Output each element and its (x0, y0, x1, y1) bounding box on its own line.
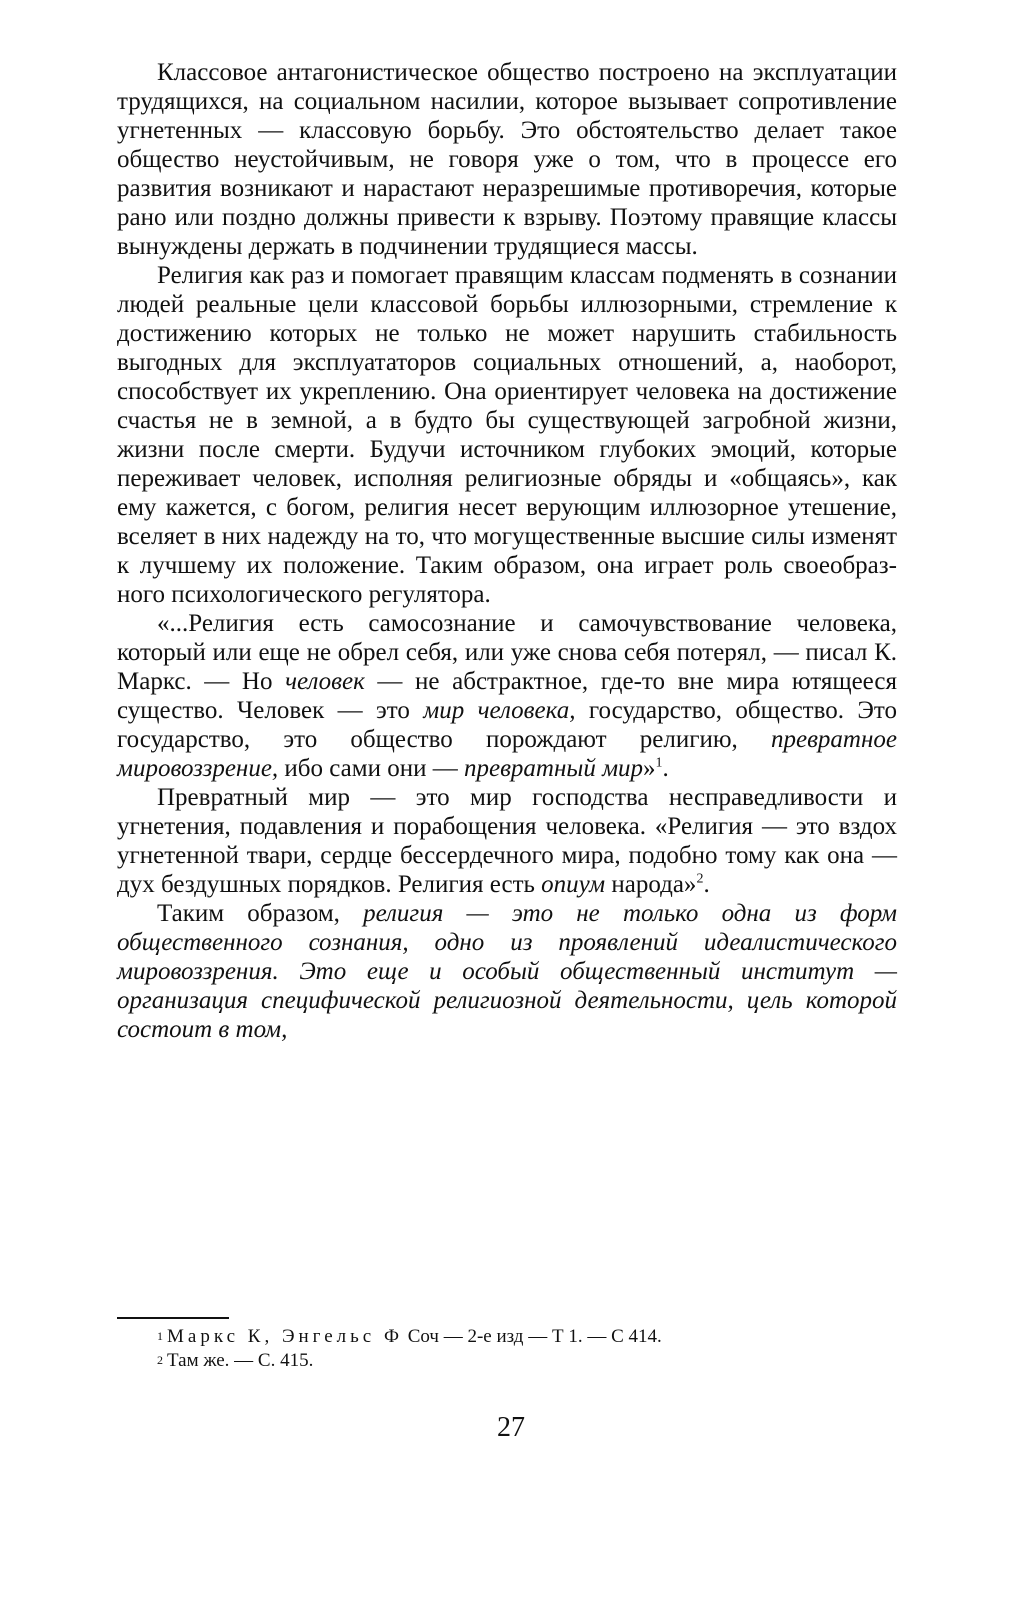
footnote-2 (157, 1349, 899, 1373)
emphasis-text: мир человека, (423, 697, 576, 724)
emphasis-text: человек (285, 668, 365, 695)
footnote-mark: 2 (157, 1353, 163, 1367)
footnote-1 (157, 1325, 899, 1349)
footnote-text: Там же. — С. 415. (167, 1350, 314, 1371)
paragraph-text: . (662, 755, 669, 782)
paragraph-text: Превратный мир — это мир господства несправедливости и угнетения, подавления и порабощения человека. «Религия — это вздох угнетенной твари, сердце бессердечного мира, подобно тому как она — дух бездушных порядков. Религия есть (117, 784, 897, 898)
footnotes (157, 1325, 899, 1373)
footnote-text: Соч — 2-е изд — Т 1. — С 414. (402, 1326, 662, 1347)
footnote-ref: 1 (655, 755, 663, 771)
paragraph (117, 609, 897, 783)
emphasis-text: опиум (541, 871, 606, 898)
paragraph-text: . (703, 871, 710, 898)
paragraph-text: Таким образом, (157, 900, 364, 927)
footnote-ref: 2 (696, 871, 704, 887)
emphasis-text: превратный мир (463, 755, 644, 782)
paragraph-text: Классовое антагонистическое общество построено на эксплуатации трудящихся, на социальном насилии, которое вызывает сопротивление угнетенных — классовую борьбу. Это обстоятельство делает такое общество неустойчивым, не говоря уже о том, что в процессе его развития возникают и нарастают неразрешимые противоречия, которые рано или поздно должны привести к взрыву. Поэтому правящие классы вынуждены держать в подчинении трудящиеся массы. (117, 59, 897, 260)
paragraph-text: ибо сами они — (278, 755, 464, 782)
paragraph (117, 899, 897, 1044)
paragraph-text: Религия как раз и помогает правящим классам подменять в сознании людей реальные цели классовой борьбы иллюзорными, стремление к достижению которых не только не может нарушить стабильность выгодных для эксплуататоров социальных отношений, а, наоборот, способствует их укреплению. Она ориентирует человека на достижение счастья не в земной, а в будто бы существующей загробной жизни, жизни после смерти. Будучи источником глубоких эмоций, которые переживает человек, исполняя религиозные обряды и «общаясь», как ему кажется, с богом, религия несет верующим иллюзорное утешение, вселяет в них надежду на то, что могущественные высшие силы изменят к лучшему их положение. Таким образом, она играет роль своеобразного психологического регулятора. (117, 262, 897, 608)
paragraph (117, 58, 897, 261)
body-text (117, 58, 897, 1044)
paragraph-text: — не абстрактное, где-то вне мира ютящееся существо. Человек — это (117, 668, 897, 724)
footnote-authors: Маркс К, Энгельс Ф (167, 1326, 403, 1347)
paragraph (117, 261, 897, 609)
paragraph-text: » (643, 755, 656, 782)
paragraph-text: народа» (605, 871, 697, 898)
page-number: 27 (497, 1412, 525, 1443)
emphasis-text: религия — это не только одна из форм общественного сознания, одно из проявлений идеалистического мировоззрения. Это еще и особый общественный институт — организация специфической религиозной деятельности, цель которой состоит в том, (117, 900, 897, 1043)
emphasis-text: превратное мировоззрение, (117, 726, 897, 782)
paragraph (117, 783, 897, 899)
footnote-separator (117, 1317, 229, 1319)
footnote-mark: 1 (157, 1329, 163, 1343)
paragraph-text: государство, общество. Это государство, это общество порождают религию, (117, 697, 897, 753)
paragraph-text: «...Религия есть самосознание и самочувствование человека, который или еще не обрел себя, или уже снова себя потерял, — писал К. Маркс. — Но (117, 610, 897, 695)
